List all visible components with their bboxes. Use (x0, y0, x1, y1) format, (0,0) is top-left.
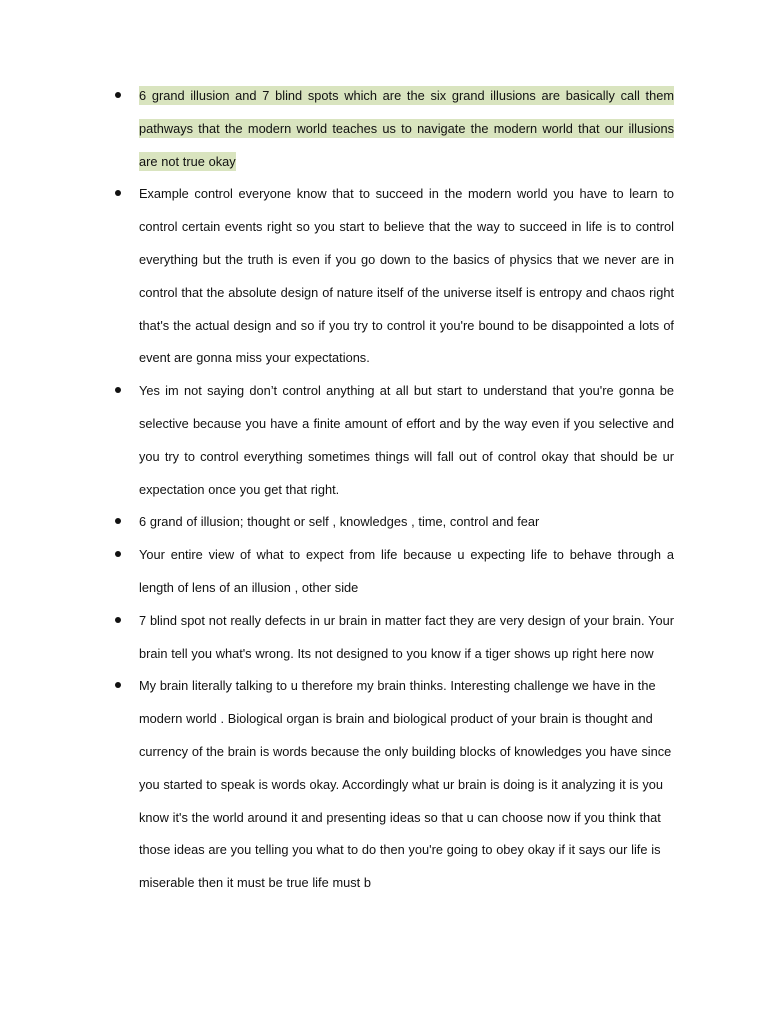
list-item (139, 605, 674, 671)
highlighted-text: 6 grand illusion and 7 blind spots which are the six grand illusions are basically call them pathways that the modern world teaches us to navigate the modern world that our illusions are not true okay (139, 88, 674, 169)
list-item (139, 178, 674, 375)
bullet-text: 7 blind spot not really defects in ur brain in matter fact they are very design of your brain. Your brain tell you what's wrong. Its not designed to you know if a tiger shows up right here now (139, 612, 674, 661)
bullet-dot-icon (115, 617, 121, 623)
bullet-text: Yes im not saying don’t control anything at all but start to understand that you're gonna be selective because you have a finite amount of effort and by the way even if you selective and you try to control everything sometimes things will fall out of control okay that should be ur expectation once you get that right. (139, 383, 674, 497)
list-item (139, 506, 674, 539)
bullet-text: My brain literally talking to u therefore my brain thinks. Interesting challenge we have in the modern world . Biological organ is brain and biological product of your brain is thought and currency of the brain is words because the only building blocks of knowledges you have since you started to speak is words okay. Accordingly what ur brain is doing is it analyzing it is you know it's the world around it and presenting ideas so that u can choose now if you think that those ideas are you telling you what to do then you're going to obey okay if it says our life is miserable then it must be true life must b (139, 678, 672, 891)
list-item (139, 539, 674, 605)
list-item (139, 375, 674, 506)
bullet-text: Example control everyone know that to succeed in the modern world you have to learn to control certain events right so you start to believe that the way to succeed in life is to control everything but the truth is even if you go down to the basics of physics that we never are in control that the absolute design of nature itself of the universe itself is entropy and chaos right that's the actual design and so if you try to control it you're bound to be disappointed a lots of event are gonna miss your expectations. (139, 186, 674, 366)
bullet-dot-icon (115, 92, 121, 98)
bullet-dot-icon (115, 682, 121, 688)
bullet-dot-icon (115, 190, 121, 196)
list-item (139, 670, 674, 900)
bullet-text (139, 80, 674, 178)
bullet-text: Your entire view of what to expect from life because u expecting life to behave through a length of lens of an illusion , other side (139, 547, 674, 595)
bullet-text: 6 grand of illusion; thought or self , knowledges , time, control and fear (139, 514, 540, 530)
bullet-dot-icon (115, 518, 121, 524)
bullet-dot-icon (115, 387, 121, 393)
bullet-dot-icon (115, 551, 121, 557)
list-item (139, 80, 674, 178)
bullet-list (139, 80, 674, 900)
